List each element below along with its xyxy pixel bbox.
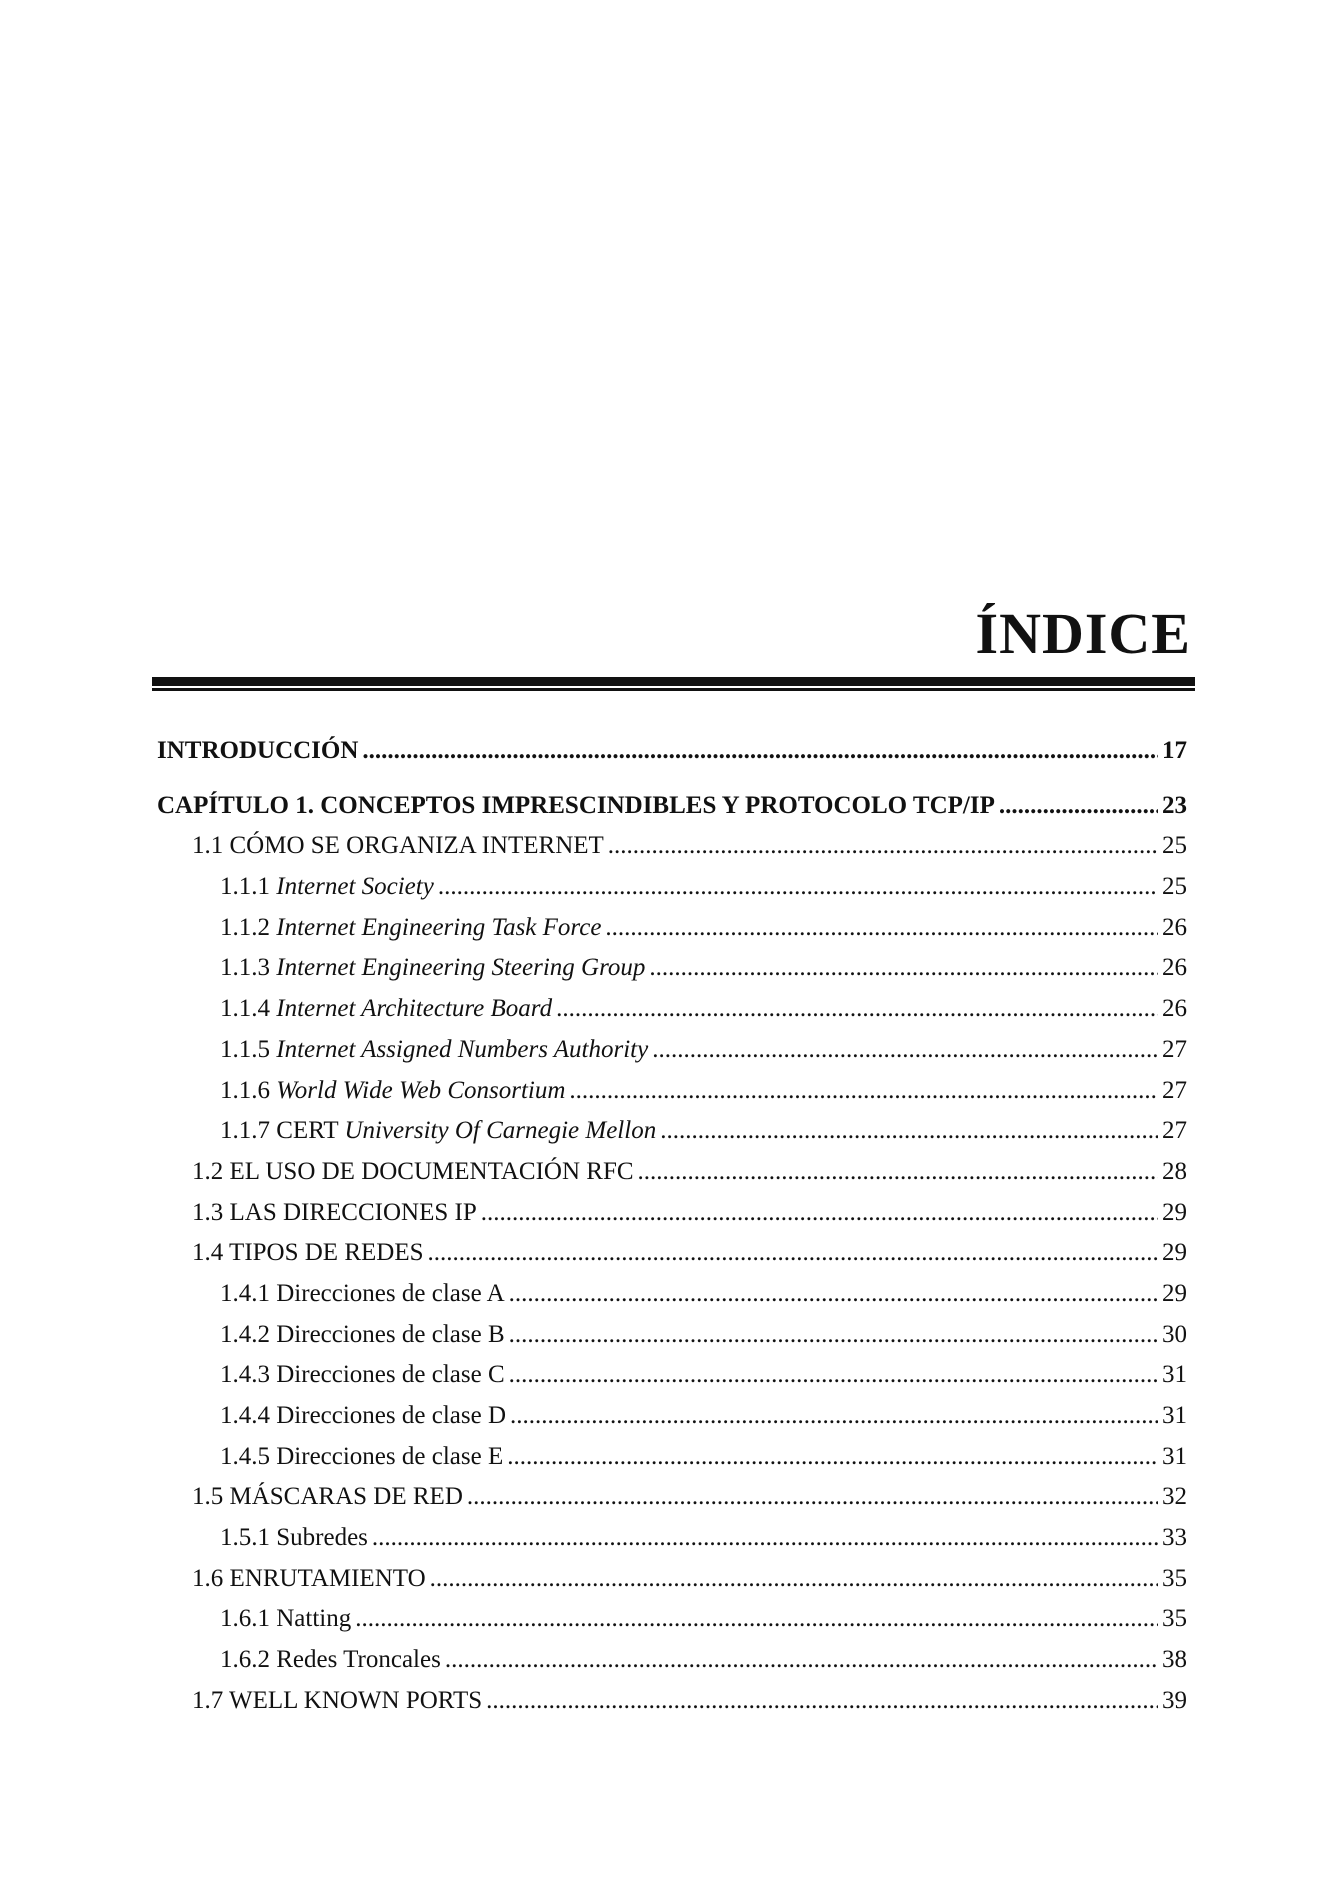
- toc-entry-page-number: 35: [1162, 1605, 1187, 1633]
- toc-entry-label-part: 1.1.7 CERT: [220, 1117, 345, 1145]
- toc-entry[interactable]: [157, 1361, 1187, 1402]
- toc-entry-label-part: 1.4 TIPOS DE REDES: [192, 1239, 424, 1267]
- toc-entry-label: [192, 1199, 477, 1227]
- table-of-contents: [157, 737, 1187, 1728]
- toc-entry[interactable]: [157, 1077, 1187, 1118]
- toc-entry-label: [157, 737, 358, 765]
- toc-dot-leader: [507, 1443, 1158, 1471]
- toc-entry-label: [220, 954, 645, 982]
- toc-entry-page-number: 26: [1162, 995, 1187, 1023]
- toc-entry-label: [192, 1158, 634, 1186]
- toc-entry-page-number: 26: [1162, 913, 1187, 941]
- toc-entry-page-number: 29: [1162, 1198, 1187, 1226]
- toc-entry-label-part: 1.3 LAS DIRECCIONES IP: [192, 1198, 477, 1226]
- toc-dot-leader: [445, 1646, 1158, 1674]
- toc-entry-label-part: 1.6.2 Redes Troncales: [220, 1646, 441, 1674]
- toc-entry[interactable]: [157, 1646, 1187, 1687]
- toc-entry-label-part: 1.1.6: [220, 1076, 277, 1104]
- toc-entry-label-part: Internet Assigned Numbers Authority: [276, 1035, 649, 1063]
- toc-entry-label-part: 1.6.1 Natting: [220, 1605, 352, 1633]
- toc-entry[interactable]: [157, 1524, 1187, 1565]
- toc-entry-page-number: 29: [1162, 1239, 1187, 1267]
- toc-entry-label-part: 1.7 WELL KNOWN PORTS: [192, 1686, 483, 1714]
- toc-entry-label-part: 1.1.3: [220, 954, 277, 982]
- toc-entry-label-part: 1.1.4: [220, 995, 277, 1023]
- toc-entry-label-part: 1.6 ENRUTAMIENTO: [192, 1564, 426, 1592]
- toc-dot-leader: [486, 1687, 1158, 1715]
- toc-dot-leader: [556, 995, 1158, 1023]
- toc-entry-page-number: 17: [1162, 737, 1187, 764]
- toc-entry-label: [192, 1239, 424, 1267]
- toc-dot-leader: [355, 1605, 1158, 1633]
- toc-entry[interactable]: [157, 995, 1187, 1036]
- toc-entry-label-part: 1.4.3 Direcciones de clase C: [220, 1361, 505, 1389]
- toc-entry-page-number: 33: [1162, 1524, 1187, 1552]
- toc-entry[interactable]: [157, 1158, 1187, 1199]
- toc-dot-leader: [372, 1524, 1158, 1552]
- toc-entry-label: [157, 792, 995, 820]
- toc-entry[interactable]: [157, 1565, 1187, 1606]
- toc-entry-label: [220, 1117, 656, 1145]
- toc-entry-label: [220, 1443, 503, 1471]
- toc-entry[interactable]: [157, 1605, 1187, 1646]
- toc-entry-label: [220, 1321, 505, 1349]
- toc-entry-page-number: 23: [1162, 791, 1187, 819]
- toc-entry-label: [220, 873, 434, 901]
- toc-entry-page-number: 25: [1162, 832, 1187, 860]
- toc-entry-label-part: CAPÍTULO 1. CONCEPTOS IMPRESCINDIBLES Y PROTOCOLO TCP/IP: [157, 791, 995, 819]
- toc-entry[interactable]: [157, 1117, 1187, 1158]
- toc-entry-page-number: 39: [1162, 1686, 1187, 1714]
- toc-dot-leader: [481, 1199, 1158, 1227]
- toc-dot-leader: [509, 1321, 1158, 1349]
- toc-entry-label: [192, 1687, 482, 1715]
- toc-entry-label-part: 1.1.5: [220, 1035, 277, 1063]
- toc-entry[interactable]: [157, 1036, 1187, 1077]
- title-rule-thick: [152, 677, 1195, 686]
- toc-dot-leader: [649, 954, 1158, 982]
- toc-entry-page-number: 27: [1162, 1035, 1187, 1063]
- toc-dot-leader: [438, 873, 1158, 901]
- toc-dot-leader: [509, 1361, 1158, 1389]
- toc-entry-label-part: Internet Society: [276, 873, 434, 901]
- toc-entry-page-number: 27: [1162, 1076, 1187, 1104]
- toc-dot-leader: [430, 1565, 1158, 1593]
- toc-entry-page-number: 28: [1162, 1157, 1187, 1185]
- toc-entry-label: [220, 995, 552, 1023]
- toc-entry-label-part: 1.1 CÓMO SE ORGANIZA INTERNET: [192, 832, 604, 860]
- toc-dot-leader: [510, 1402, 1158, 1430]
- toc-entry-label-part: Internet Engineering Steering Group: [276, 954, 646, 982]
- toc-entry[interactable]: [157, 1199, 1187, 1240]
- toc-dot-leader: [999, 792, 1158, 820]
- toc-entry[interactable]: [157, 1239, 1187, 1280]
- page-title: ÍNDICE: [975, 601, 1191, 666]
- toc-dot-leader: [652, 1036, 1158, 1064]
- toc-entry-label: [220, 1280, 505, 1308]
- toc-entry-page-number: 31: [1162, 1442, 1187, 1470]
- toc-entry-label-part: 1.5.1 Subredes: [220, 1524, 368, 1552]
- toc-entry-label: [220, 1402, 506, 1430]
- toc-entry[interactable]: [157, 914, 1187, 955]
- toc-dot-leader: [660, 1117, 1158, 1145]
- toc-entry[interactable]: [157, 1443, 1187, 1484]
- toc-entry-label-part: 1.4.2 Direcciones de clase B: [220, 1320, 505, 1348]
- toc-entry-label-part: 1.4.5 Direcciones de clase E: [220, 1442, 504, 1470]
- toc-dot-leader: [467, 1483, 1158, 1511]
- toc-dot-leader: [638, 1158, 1158, 1186]
- toc-entry-label: [220, 1646, 441, 1674]
- toc-entry[interactable]: [157, 832, 1187, 873]
- toc-entry[interactable]: [157, 1280, 1187, 1321]
- toc-dot-leader: [569, 1077, 1158, 1105]
- toc-entry[interactable]: [157, 1321, 1187, 1362]
- toc-entry-label: [192, 1483, 463, 1511]
- toc-entry-label-part: 1.4.1 Direcciones de clase A: [220, 1279, 505, 1307]
- toc-entry-label: [220, 1077, 565, 1105]
- toc-entry-page-number: 29: [1162, 1279, 1187, 1307]
- toc-entry-page-number: 38: [1162, 1646, 1187, 1674]
- toc-dot-leader: [362, 737, 1158, 765]
- toc-entry-label-part: 1.1.1: [220, 873, 277, 901]
- toc-entry[interactable]: [157, 1687, 1187, 1728]
- toc-dot-leader: [605, 914, 1158, 942]
- toc-entry-label-part: 1.1.2: [220, 913, 277, 941]
- toc-entry-page-number: 32: [1162, 1483, 1187, 1511]
- toc-entry-label-part: World Wide Web Consortium: [276, 1076, 566, 1104]
- toc-entry-page-number: 31: [1162, 1361, 1187, 1389]
- toc-entry[interactable]: [157, 1402, 1187, 1443]
- toc-dot-leader: [509, 1280, 1158, 1308]
- toc-entry-label-part: Internet Engineering Task Force: [276, 913, 602, 941]
- toc-entry[interactable]: [157, 737, 1187, 778]
- title-rule-thin: [152, 688, 1195, 691]
- toc-entry-page-number: 31: [1162, 1402, 1187, 1429]
- toc-entry-label-part: 1.5 MÁSCARAS DE RED: [192, 1483, 463, 1511]
- toc-entry-label: [220, 1524, 368, 1552]
- toc-entry[interactable]: [157, 954, 1187, 995]
- toc-entry-label-part: INTRODUCCIÓN: [157, 737, 359, 764]
- toc-entry[interactable]: [157, 1483, 1187, 1524]
- toc-entry-label: [220, 1361, 505, 1389]
- toc-entry-label-part: Internet Architecture Board: [276, 995, 553, 1023]
- toc-entry-page-number: 35: [1162, 1564, 1187, 1592]
- toc-entry-label: [220, 1036, 648, 1064]
- toc-entry[interactable]: [157, 792, 1187, 833]
- toc-entry-label-part: 1.4.4 Direcciones de clase D: [220, 1402, 506, 1429]
- toc-entry-label: [220, 1605, 351, 1633]
- toc-entry-page-number: 26: [1162, 954, 1187, 982]
- toc-entry-page-number: 25: [1162, 873, 1187, 901]
- toc-entry-label: [192, 1565, 426, 1593]
- toc-entry-label: [220, 914, 601, 942]
- toc-entry-page-number: 27: [1162, 1117, 1187, 1145]
- toc-entry[interactable]: [157, 873, 1187, 914]
- toc-dot-leader: [428, 1239, 1158, 1267]
- toc-entry-label-part: 1.2 EL USO DE DOCUMENTACIÓN RFC: [192, 1157, 634, 1185]
- toc-entry-label-part: University Of Carnegie Mellon: [344, 1117, 657, 1145]
- toc-entry-label: [192, 832, 604, 860]
- toc-dot-leader: [608, 832, 1158, 860]
- toc-entry-page-number: 30: [1162, 1320, 1187, 1348]
